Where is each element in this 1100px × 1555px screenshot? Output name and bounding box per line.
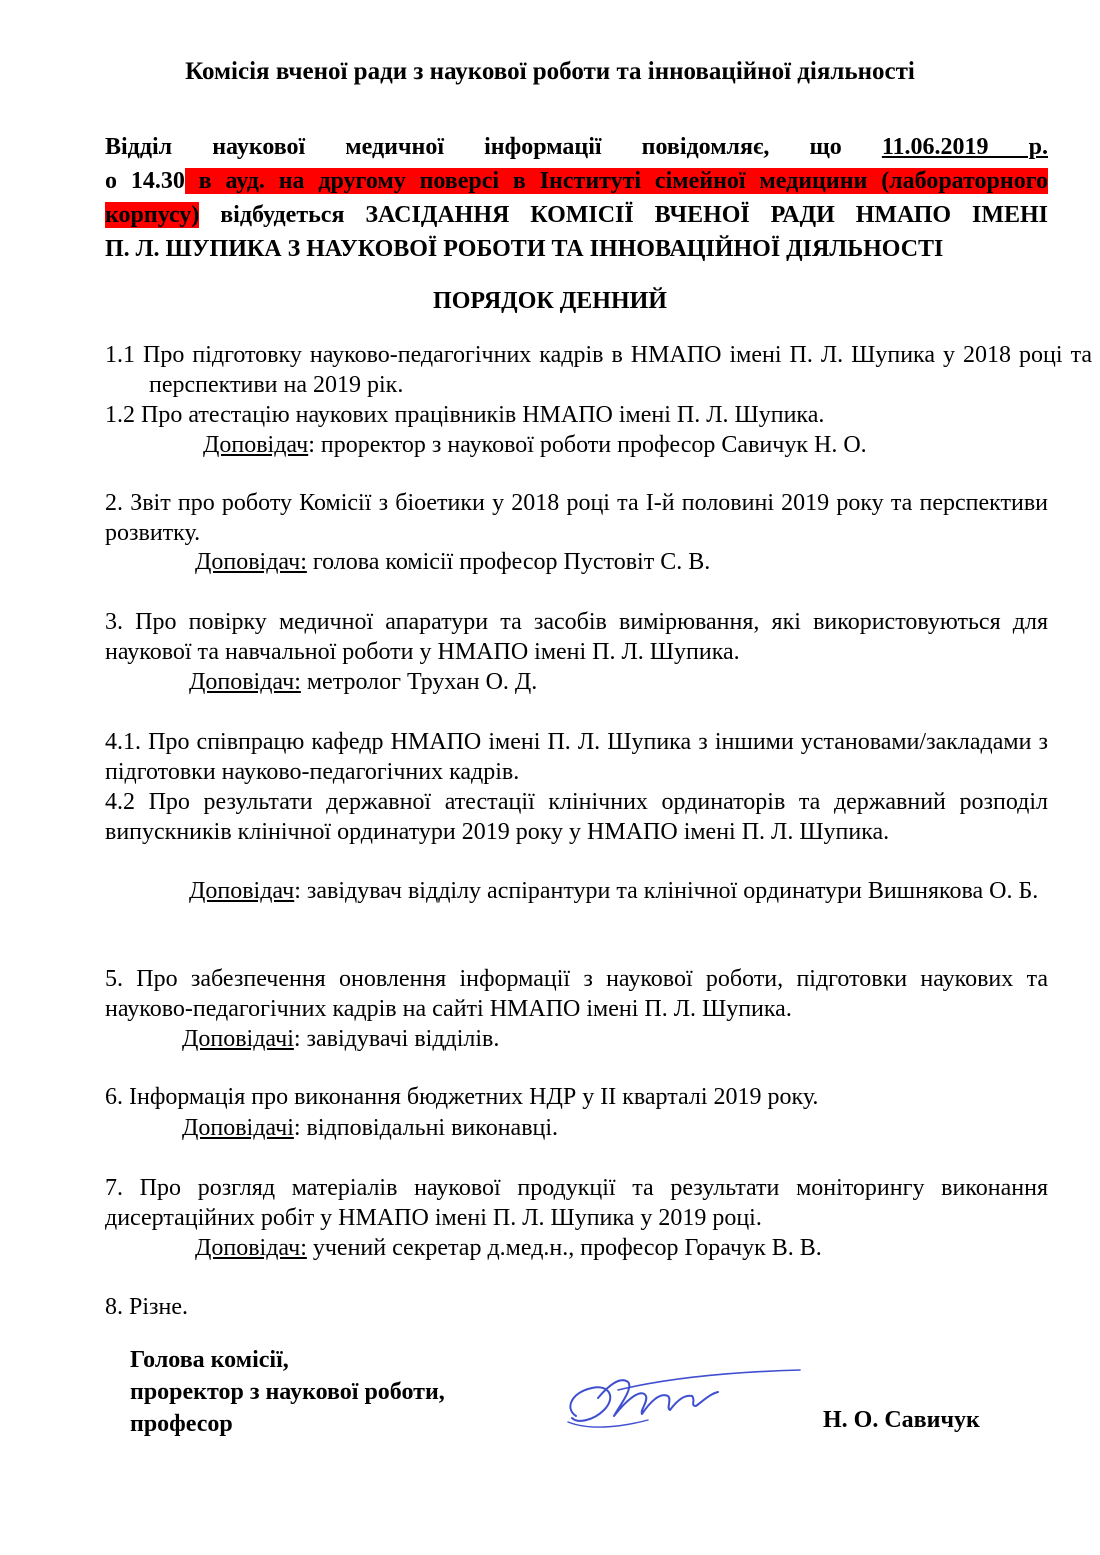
signatory-role-1: Голова комісії, bbox=[130, 1347, 289, 1373]
signatory-role-2: проректор з наукової роботи, bbox=[130, 1379, 445, 1405]
speaker-text: : проректор з наукової роботи професор Савичук Н. О. bbox=[308, 432, 867, 458]
speaker-text: учений секретар д.мед.н., професор Горачук В. В. bbox=[306, 1235, 822, 1261]
notice-line-1 bbox=[105, 130, 1048, 164]
signatory-role-3: професор bbox=[130, 1411, 233, 1437]
agenda-heading: ПОРЯДОК ДЕННИЙ bbox=[433, 288, 667, 314]
speaker-label: Доповідач: bbox=[189, 669, 301, 695]
speaker-label: Доповідач: bbox=[195, 1235, 307, 1261]
speaker-text: : завідувач відділу аспірантури та клінічної ординатури Вишнякова О. Б. bbox=[294, 878, 1039, 904]
meeting-date: 11.06.2019 р. bbox=[881, 134, 1048, 160]
agenda-item-7: 7. Про розгляд матеріалів наукової продукції та результати моніторингу виконання дисертаційних робіт у НМАПО імені П. Л. Шупика у 2019 році. bbox=[105, 1175, 1048, 1231]
notice-line-4: П. Л. ШУПИКА З НАУКОВОЇ РОБОТИ ТА ІННОВАЦІЙНОЇ ДІЯЛЬНОСТІ bbox=[105, 236, 944, 262]
handwritten-signature bbox=[558, 1358, 808, 1438]
speaker-text: голова комісії професор Пустовіт С. В. bbox=[306, 549, 711, 575]
speaker-4 bbox=[105, 876, 1048, 906]
notice-line-3 bbox=[105, 198, 1048, 232]
notice-text: Відділ наукової медичної інформації повідомляє, що bbox=[105, 134, 882, 160]
agenda-item-5: 5. Про забезпечення оновлення інформації з наукової роботи, підготовки наукових та науково-педагогічних кадрів на сайті НМАПО імені П. Л. Шупика. bbox=[105, 966, 1048, 1022]
agenda-item-3: 3. Про повірку медичної апаратури та засобів вимірювання, які використовуються для наукової та навчальної роботи у НМАПО імені П. Л. Шупика. bbox=[105, 609, 1048, 665]
speaker-label: Доповідач bbox=[203, 432, 309, 458]
document-title: Комісія вченої ради з наукової роботи та інноваційної діяльності bbox=[185, 58, 915, 85]
speaker-7 bbox=[195, 1233, 822, 1263]
speaker-text: метролог Трухан О. Д. bbox=[300, 669, 538, 695]
speaker-text: : відповідальні виконавці. bbox=[293, 1115, 559, 1141]
agenda-item-6: 6. Інформація про виконання бюджетних НДР у ІІ кварталі 2019 року. bbox=[105, 1084, 819, 1110]
agenda-item-8: 8. Різне. bbox=[105, 1294, 188, 1320]
agenda-item-1-2: 1.2 Про атестацію наукових працівників НМАПО імені П. Л. Шупика. bbox=[105, 402, 825, 428]
signatory-title bbox=[130, 1344, 445, 1440]
speaker-label: Доповідач bbox=[189, 878, 295, 904]
speaker-1 bbox=[203, 430, 867, 460]
meeting-time: о 14.30 bbox=[105, 168, 185, 194]
meeting-notice bbox=[105, 130, 1048, 266]
speaker-5 bbox=[182, 1024, 499, 1054]
speaker-3 bbox=[189, 667, 537, 697]
agenda-item-1-1: 1.1 Про підготовку науково-педагогічних кадрів в НМАПО імені П. Л. Шупика у 2018 році та перспективи на 2019 рік. bbox=[105, 342, 1092, 398]
speaker-2 bbox=[195, 547, 710, 577]
signatory-name: Н. О. Савичук bbox=[823, 1407, 980, 1433]
speaker-text: : завідувачі відділів. bbox=[293, 1026, 500, 1052]
speaker-label: Доповідач: bbox=[195, 549, 307, 575]
meeting-location-highlight: в ауд. на другому поверсі в Інституті сімейної медицини (лабораторного bbox=[184, 168, 1049, 194]
notice-line-2 bbox=[105, 164, 1048, 198]
meeting-location-highlight-2: корпусу) bbox=[105, 202, 200, 228]
agenda-item-4-1: 4.1. Про співпрацю кафедр НМАПО імені П. Л. Шупика з іншими установами/закладами з підготовки науково-педагогічних кадрів. bbox=[105, 729, 1048, 785]
speaker-label: Доповідачі bbox=[182, 1026, 294, 1052]
notice-announcement: відбудеться ЗАСІДАННЯ КОМІСІЇ ВЧЕНОЇ РАДИ НМАПО ІМЕНІ bbox=[199, 202, 1048, 228]
speaker-6 bbox=[182, 1113, 558, 1143]
agenda-item-2: 2. Звіт про роботу Комісії з біоетики у 2018 році та І-й половині 2019 року та перспективи розвитку. bbox=[105, 490, 1048, 546]
speaker-label: Доповідачі bbox=[182, 1115, 294, 1141]
agenda-item-4-2: 4.2 Про результати державної атестації клінічних ординаторів та державний розподіл випускників клінічної ординатури 2019 року у НМАПО імені П. Л. Шупика. bbox=[105, 789, 1048, 845]
